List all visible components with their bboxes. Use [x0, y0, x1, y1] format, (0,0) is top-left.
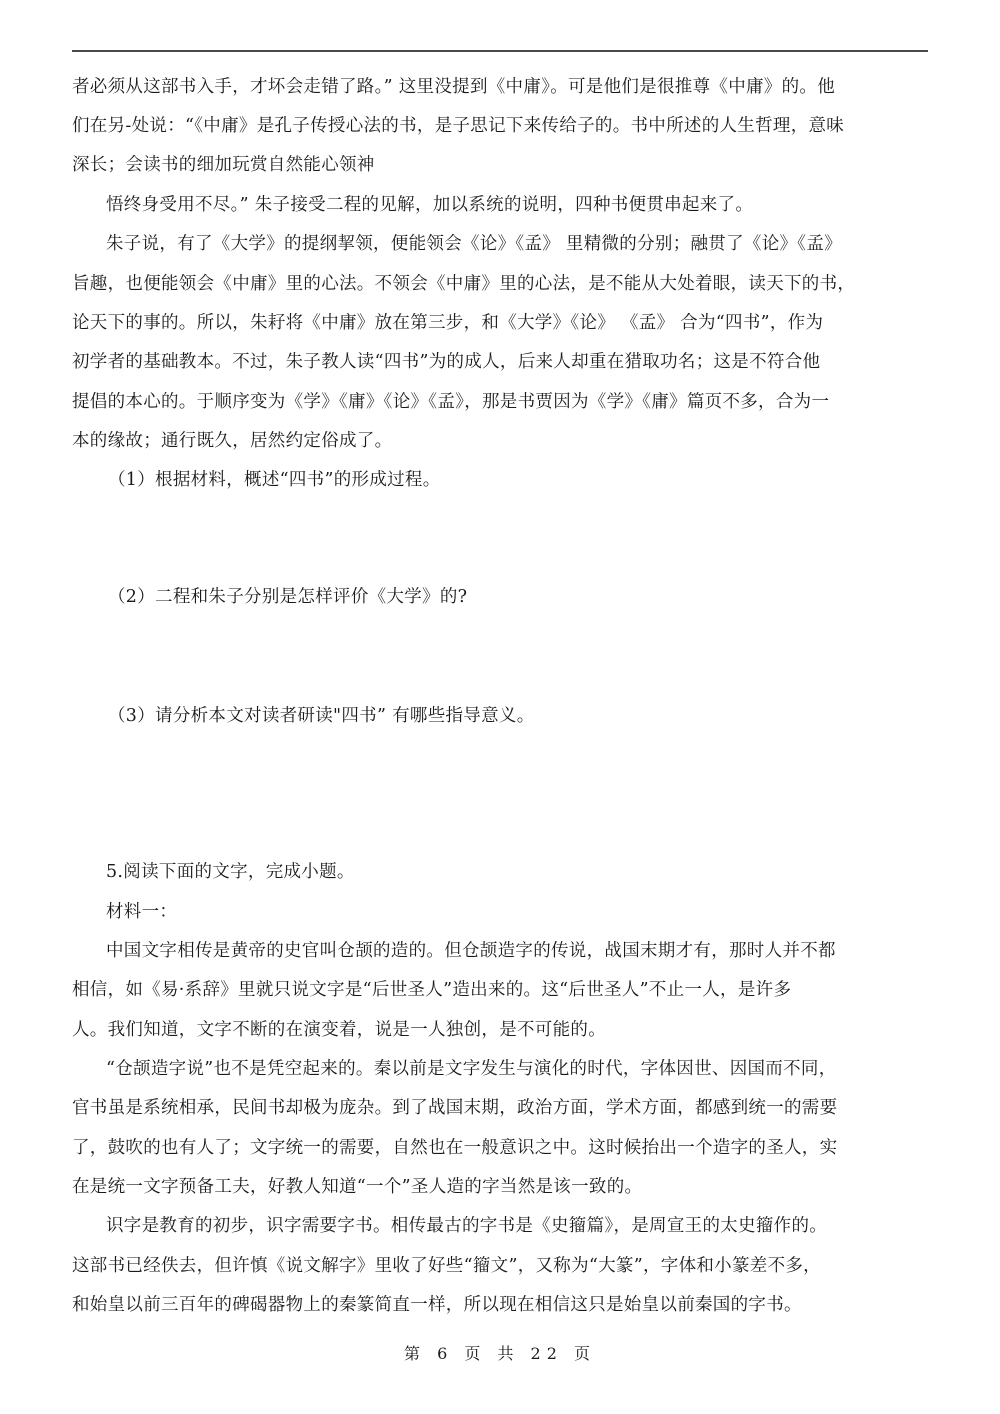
question-1: （1）根据材料，概述“四书”的形成过程。	[108, 470, 441, 490]
question-2: （2）二程和朱子分别是怎样评价《大学》的?	[108, 587, 468, 607]
question-3: （3）请分析本文对读者研读"四书” 有哪些指导意义。	[108, 706, 535, 726]
material-line: 中国文字相传是黄帝的史官叫仓颉的造的。但仓颉造字的传说，战国末期才有，那时人并不都	[106, 941, 836, 961]
passage-line: 深长；会读书的细加玩赏自然能心领神	[72, 155, 375, 175]
section-5-heading: 5.阅读下面的文字，完成小题。	[106, 862, 355, 882]
material-line: 相信，如《易·系辞》里就只说文字是“后世圣人”造出来的。这“后世圣人”不止一人，是许多	[72, 980, 792, 1000]
passage-line: 提倡的本心的。于顺序变为《学》《庸》《论》《孟》，那是书贾因为《学》《庸》篇页不多，合为一	[72, 392, 830, 412]
page-number: 第 6 页 共 22 页	[404, 1344, 596, 1363]
material-line: 识字是教育的初步，识字需要字书。相传最古的字书是《史籀篇》，是周宣王的太史籀作的。	[106, 1216, 828, 1236]
material-line: 官书虽是系统相承，民间书却极为庞杂。到了战国末期，政治方面，学术方面，都感到统一的需要	[72, 1098, 838, 1118]
material-line: 人。我们知道，文字不断的在演变着，说是一人独创，是不可能的。	[72, 1020, 606, 1040]
passage-line: 初学者的基础教本。不过，朱子教人读“四书”为的成人，后来人却重在猎取功名；这是不符合他	[72, 352, 821, 372]
passage-line: 旨趣，也便能领会《中庸》里的心法。不领会《中庸》里的心法，是不能从大处着眼，读天下的书，	[72, 274, 856, 294]
header-rule	[72, 50, 928, 52]
material-line: 和始皇以前三百年的碑碣器物上的秦篆简直一样，所以现在相信这只是始皇以前秦国的字书。	[72, 1295, 802, 1315]
material-line: 这部书已经佚去，但许慎《说文解字》里收了好些“籀文”，又称为“大篆”，字体和小篆差不多，	[72, 1256, 821, 1276]
material-line: “仓颉造字说”也不是凭空起来的。秦以前是文字发生与演化的时代，字体因世、因国而不同，	[106, 1059, 837, 1079]
passage-line: 者必须从这部书入手，才坏会走错了路。” 这里没提到《中庸》。可是他们是很推尊《中庸》的。他	[72, 77, 836, 97]
passage-line: 悟终身受用不尽。” 朱子接受二程的见解，加以系统的说明，四种书便贯串起来了。	[106, 195, 754, 215]
passage-line: 本的缘故；通行既久，居然约定俗成了。	[72, 431, 393, 451]
material-line: 在是统一文字预备工夫，好教人知道“一个”圣人造的字当然是该一致的。	[72, 1177, 643, 1197]
material-line: 了，鼓吹的也有人了；文字统一的需要，自然也在一般意识之中。这时候抬出一个造字的圣人，实	[72, 1138, 838, 1158]
passage-line: 朱子说，有了《大学》的提纲挈领，便能领会《论》《孟》 里精微的分别；融贯了《论》《孟》	[106, 234, 842, 254]
material-label: 材料一：	[106, 902, 178, 922]
passage-line: 们在另-处说：“《中庸》是孔子传授心法的书，是子思记下来传给子的。书中所述的人生哲理，意味	[72, 116, 845, 136]
passage-line: 论天下的事的。所以，朱耔将《中庸》放在第三步，和《大学》《论》 《孟》 合为“四书”，作为	[72, 313, 824, 333]
